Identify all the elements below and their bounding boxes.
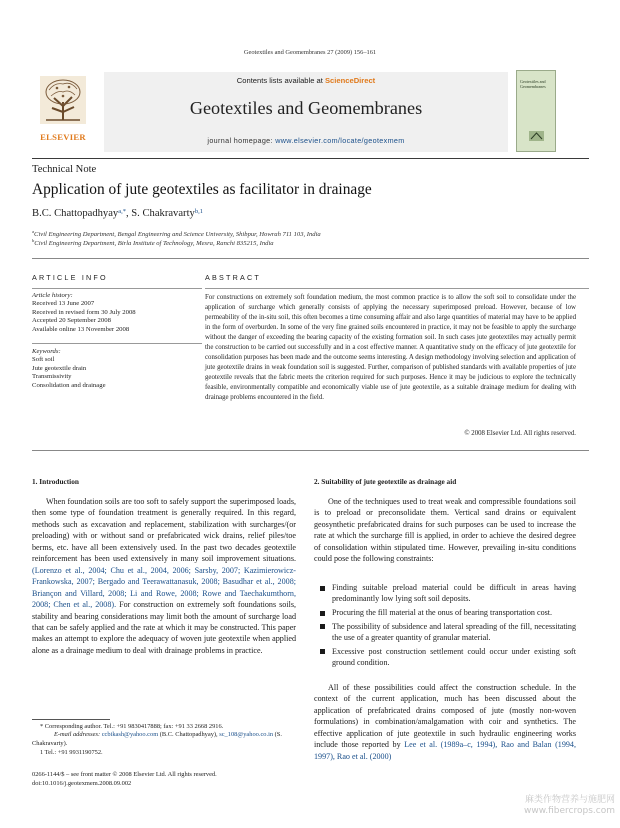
cover-logo-icon — [529, 128, 544, 138]
keyword-item: Soft soil — [32, 356, 55, 364]
cover-title: Geotextiles and Geomembranes — [520, 79, 546, 89]
section-2-paragraph-2 — [314, 682, 576, 762]
corresponding-author-note: * Corresponding author. Tel.: +91 9830417888; fax: +91 33 2668 2916. — [40, 723, 224, 730]
contents-prefix: Contents lists available at — [236, 76, 325, 85]
footnote-divider — [32, 719, 110, 720]
article-type: Technical Note — [32, 164, 97, 175]
article-info-divider — [32, 288, 202, 289]
journal-banner — [104, 72, 508, 152]
email-1-owner: (B.C. Chattopadhyay), — [158, 731, 220, 738]
journal-homepage — [104, 136, 508, 145]
keywords — [32, 348, 202, 390]
email-note — [32, 731, 300, 748]
section-1-text-b: For construction on extremely soft foundations soils, stability and bearing considerations may limit both the amount of surcharge load that can be safely applied and the rate at which it may be constructed. This paper makes an attempt to explore the adequacy of woven jute geotextile when applied alone as a drainage medium to deal with drainage problems in practice. — [32, 600, 296, 655]
section-2-citations-link[interactable]: Lee et al. (1989a–c, 1994), Rao and Balan (1994, 1997), Rao et al. (2000) — [314, 740, 577, 761]
article-info-heading: ARTICLE INFO — [32, 273, 108, 282]
abstract-bottom-divider — [32, 450, 589, 451]
email-2-owner: (S. Chakravarty). — [32, 731, 282, 747]
list-item — [318, 621, 576, 644]
list-item — [318, 582, 576, 605]
section-1-text-a: When foundation soils are too soft to safely support the superimposed loads, then some type of foundation treatment is generally required. In this regard, methods such as excavation and replacement, stabilization with surcharges/(or preloading) with or without sand or prefabricated wick drains, relief piles/toe berms, etc. have all been extensively used. In the past two decades geotextile reinforcement has been used extensively in many soil improvement situations. — [32, 497, 296, 564]
abstract-text: For constructions on extremely soft foundation medium, the most common practice is to allow the soft soil to consolidate under the application of surcharge which generally consists of applying the necessary superimposed preload. However, because of low permeability of the in-situ soil, this often becomes a time consuming affair and also large quantities of material may have to be applied in the form of overburden. In some of the very fine grained soils encountered in practice, it may not be feasible to apply the surcharge without the danger of exceeding the bearing capacity of the existing formation soil. In such cases jute geotextiles may actually permit the construction to be carried out successfully and in a cost effective manner. A quantitative study on the efficacy of jute geotextile for consolidation purposes has been made and the outcome seems interesting. A design methodology involving selection and application of jute geotextile drains in weak foundation soil is suggested. Further, comparison of published standards with available properties of jute geotextile reveals that the fabric meets the criterion required for such purposes. Hence it may be judicious to explore the technically feasible, environmentally compatible and economically viable use of jute geotextile, as a suitable drainage medium for dealing with drainage problems encountered in the field. — [205, 294, 577, 402]
watermark-line-1: 麻类作物营养与施肥网 — [524, 795, 615, 805]
email-label: E-mail addresses: — [54, 731, 101, 738]
author-1: B.C. Chattopadhyay — [32, 208, 119, 219]
history-item: Available online 13 November 2008 — [32, 325, 130, 333]
title-divider — [32, 258, 589, 259]
history-item: Received in revised form 30 July 2008 — [32, 308, 136, 316]
journal-citation: Geotextiles and Geomembranes 27 (2009) 156–161 — [243, 49, 377, 56]
elsevier-logo — [32, 74, 94, 152]
constraints-list — [318, 582, 576, 671]
header-divider — [32, 158, 589, 159]
elsevier-tree-icon — [40, 76, 86, 124]
bullet-square-icon — [320, 624, 325, 629]
sciencedirect-link[interactable]: ScienceDirect — [324, 76, 376, 85]
keyword-item: Consolidation and drainage — [32, 381, 106, 389]
bullet-square-icon — [320, 586, 325, 591]
keyword-item: Transmissivity — [32, 373, 72, 381]
doi-link[interactable]: doi:10.1016/j.geotexmem.2008.09.002 — [32, 780, 132, 787]
watermark-line-2: www.fibercrops.com — [524, 806, 615, 816]
article-title: Application of jute geotextiles as facilitator in drainage — [32, 181, 372, 198]
section-1-paragraph — [32, 496, 296, 656]
copyright-notice: © 2008 Elsevier Ltd. All rights reserved. — [464, 430, 576, 437]
list-item — [318, 646, 576, 669]
list-item-text: Finding suitable preload material could be difficult in areas having predominantly low lying soft soil deposits. — [332, 583, 576, 604]
telephone-note: 1 Tel.: +91 9931190752. — [40, 749, 103, 756]
history-item: Accepted 20 September 2008 — [32, 317, 111, 325]
affiliation-a — [32, 229, 321, 238]
affiliation-a-text: Civil Engineering Department, Bengal Engineering and Science University, Shibpur, Howrah 711 103, India — [34, 231, 321, 239]
contents-availability — [104, 76, 508, 85]
journal-title: Geotextiles and Geomembranes — [189, 98, 423, 118]
section-1-citations-link[interactable]: (Lorenzo et al., 2004; Chu et al., 2004, 2006; Sarsby, 2007; Kazimierowicz-Frankowska, 2007; Bergado and Teerawattanasuk, 2008; Basudhar et al., 2008; Briançon and Villard, 2008; Li and Rowe, 2008; Rowe and Taechakumthorn, 2008; Chen et al., 2008). — [32, 565, 296, 610]
homepage-prefix: journal homepage: — [207, 136, 276, 145]
keywords-divider — [32, 343, 202, 344]
email-1-link[interactable]: ccbikash@yahoo.com — [101, 731, 159, 738]
keyword-item: Jute geotextile drain — [32, 364, 87, 372]
section-2-paragraph-1: One of the techniques used to treat weak and compressible foundations soil is to preload or preconsolidate them. Vertical sand drains or equivalent geosynthetic prefabricated drains for such purposes can be used to increase the rate at which the surcharge fill is applied, in order to achieve the desired degree of consolidation within stipulated time. However, prevailing in-situ conditions could pose the following constraints: — [314, 497, 576, 564]
homepage-url-link[interactable]: www.elsevier.com/locate/geotexmem — [275, 136, 405, 145]
email-2-link[interactable]: sc_108@yahoo.co.in — [219, 731, 274, 738]
author-separator: , — [125, 208, 132, 219]
bullet-square-icon — [320, 649, 325, 654]
list-item — [318, 607, 576, 618]
affiliation-b-marker: b — [32, 238, 35, 243]
section-1-heading: 1. Introduction — [32, 477, 79, 486]
article-history — [32, 292, 202, 334]
list-item-text: The possibility of subsidence and lateral spreading of the fill, necessitating the use of a greater quantity of granular material. — [332, 621, 576, 643]
keywords-label: Keywords: — [32, 348, 61, 355]
list-item-text: Excessive post construction settlement could occur under existing soft ground condition. — [332, 646, 576, 668]
history-item: Received 13 June 2007 — [32, 300, 95, 308]
bullet-square-icon — [320, 611, 325, 616]
publisher-name: ELSEVIER — [40, 132, 86, 142]
history-label: Article history: — [32, 292, 73, 299]
abstract-heading: ABSTRACT — [205, 273, 261, 282]
journal-cover-image — [516, 70, 556, 152]
author-1-affiliation-marker[interactable]: a,* — [118, 208, 126, 215]
author-2: S. Chakravarty — [131, 208, 195, 219]
section-2-text-2: All of these possibilities could affect the construction schedule. In the context of the current application, much has been discussed about the application of prefabricated drains composed of jute (mostly non-woven formulations) in combination/amalgamation with coir and synthetics. The effective application of jute geotextile in such hydraulic engineering works include those reported by — [314, 683, 576, 750]
issn-line: 0266-1144/$ – see front matter © 2008 Elsevier Ltd. All rights reserved. — [32, 771, 217, 778]
site-watermark — [520, 795, 615, 817]
affiliation-b-text: Civil Engineering Department, Birla Institute of Technology, Mesra, Ranchi 835215, India — [34, 240, 274, 248]
abstract-divider — [205, 288, 589, 289]
section-2-heading: 2. Suitability of jute geotextile as drainage aid — [314, 477, 457, 486]
affiliation-a-marker: a — [32, 229, 35, 234]
affiliation-b — [32, 238, 274, 247]
author-2-affiliation-marker[interactable]: b,1 — [194, 208, 203, 215]
list-item-text: Procuring the fill material at the onus of bearing transportation cost. — [332, 608, 553, 618]
author-list — [32, 208, 203, 219]
